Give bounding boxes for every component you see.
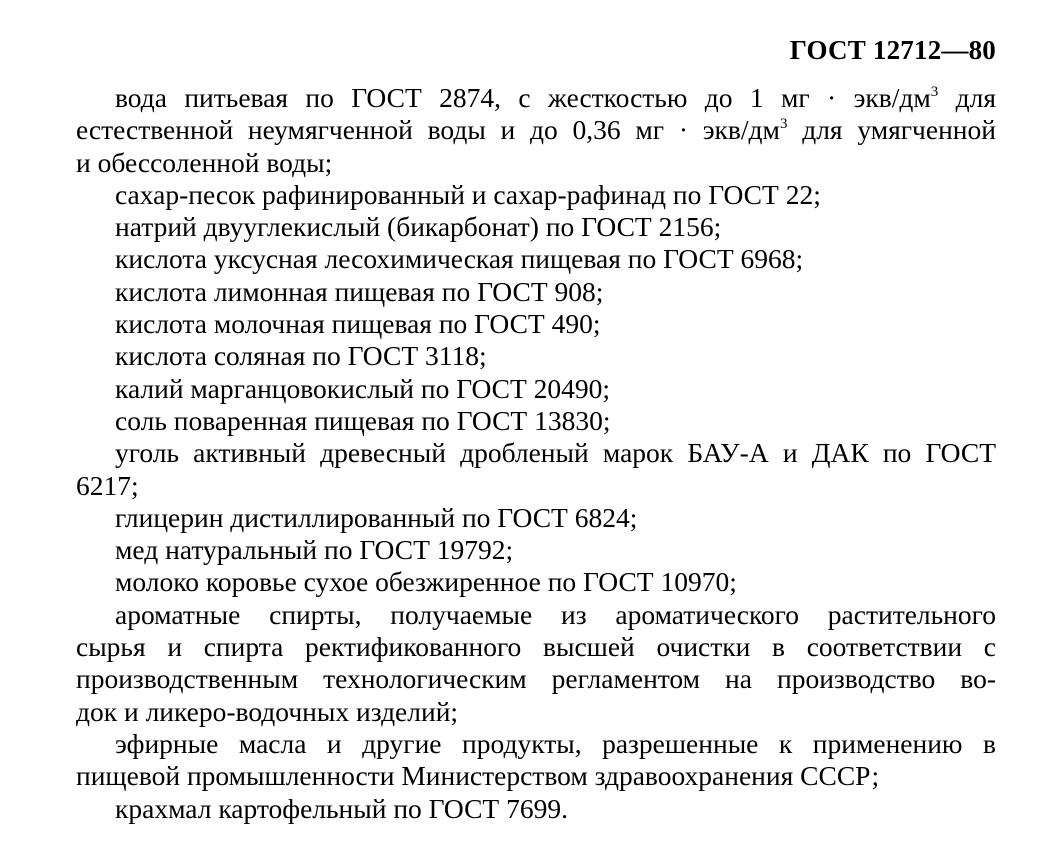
paragraph-lactic-acid: кислота молочная пищевая по ГОСТ 490;: [115, 308, 601, 340]
paragraph-hydrochloric-acid: кислота соляная по ГОСТ 3118;: [115, 340, 487, 372]
document-header: [76, 30, 996, 82]
text-line: ароматные спирты, получаемые из ароматического растительного: [115, 598, 996, 630]
paragraph-starch: крахмал картофельный по ГОСТ 7699.: [115, 792, 568, 824]
text-line: эфирные масла и другие продукты, разрешенные к применению в: [115, 727, 996, 759]
text-line: док и ликеро-водочных изделий;: [76, 695, 459, 727]
text-line: 6217;: [76, 469, 139, 501]
paragraph-acetic-acid: кислота уксусная лесохимическая пищевая по ГОСТ 6968;: [115, 243, 804, 275]
paragraph-essential-oils: [76, 728, 996, 793]
text-line: пищевой промышленности Министерством здравоохранения СССР;: [76, 760, 880, 792]
superscript: 3: [779, 116, 788, 133]
standard-number: ГОСТ 12712—80: [789, 35, 996, 65]
paragraph-glycerin: глицерин дистиллированный по ГОСТ 6824;: [115, 501, 638, 533]
text-line: уголь активный древесный дробленый марок БАУ-А и ДАК по ГОСТ: [115, 437, 996, 469]
paragraph-sugar: сахар-песок рафинированный и сахар-рафинад по ГОСТ 22;: [115, 178, 821, 210]
paragraph-aromatic-spirits: [76, 599, 996, 728]
document-page: [76, 30, 996, 825]
text-line: вода питьевая по ГОСТ 2874, с жесткостью до 1 мг · экв/$дм^3$ для: [115, 82, 996, 113]
text-line: производственным технологическим регламентом на производство во-: [76, 663, 996, 695]
text-line: и обессоленной воды;: [76, 146, 333, 178]
paragraph-citric-acid: кислота лимонная пищевая по ГОСТ 908;: [115, 275, 604, 307]
paragraph-water: [76, 82, 996, 179]
superscript: 3: [930, 84, 939, 100]
paragraph-milk: молоко коровье сухое обезжиренное по ГОСТ 10970;: [115, 566, 737, 598]
paragraph-charcoal: [76, 437, 996, 502]
text-line: естественной неумягченной воды и до 0,36 мг · экв/$дм^3$ для умягченной: [76, 114, 996, 146]
materials-list: [76, 82, 996, 825]
paragraph-soda: натрий двууглекислый (бикарбонат) по ГОСТ 2156;: [115, 211, 722, 243]
paragraph-salt: соль поваренная пищевая по ГОСТ 13830;: [115, 404, 611, 436]
text-line: сырья и спирта ректификованного высшей очистки в соответствии с: [76, 631, 996, 663]
paragraph-permanganate: калий марганцовокислый по ГОСТ 20490;: [115, 372, 611, 404]
paragraph-honey: мед натуральный по ГОСТ 19792;: [115, 534, 514, 566]
